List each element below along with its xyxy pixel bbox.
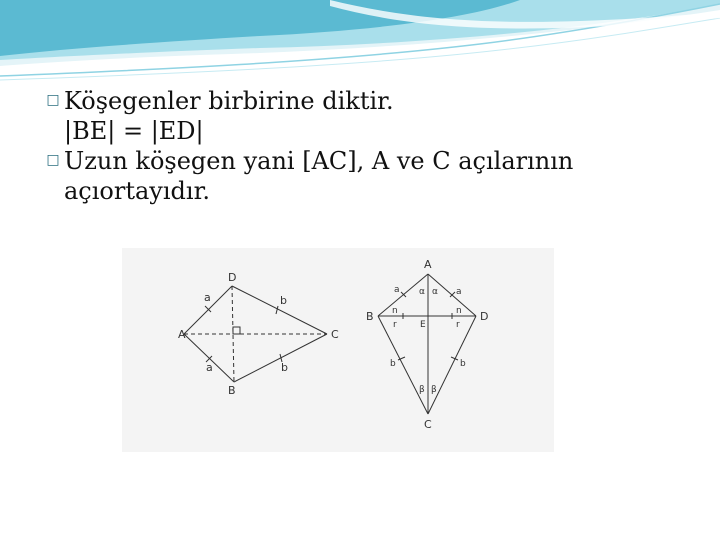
left-side-AB <box>184 334 234 382</box>
bullet-item-1 <box>46 86 686 116</box>
right-label-a2: a <box>456 287 462 297</box>
right-label-D: D <box>480 310 489 323</box>
left-tick-a1 <box>205 306 211 312</box>
right-label-n2: n <box>456 306 462 316</box>
left-label-b1: b <box>280 294 287 307</box>
kite-diagrams <box>122 248 554 452</box>
left-label-C: C <box>331 328 339 341</box>
right-label-B: B <box>366 310 374 323</box>
left-label-D: D <box>228 271 237 284</box>
right-label-beta2: β <box>431 385 437 395</box>
right-label-A: A <box>424 258 432 271</box>
bullet-text: |BE| = |ED| <box>64 117 204 145</box>
bullet-list <box>46 86 686 206</box>
right-label-r1: r <box>393 320 397 330</box>
bullet-continuation <box>46 176 686 206</box>
left-label-B: B <box>228 384 236 397</box>
bullet-item-2 <box>46 146 686 176</box>
right-label-C: C <box>424 418 432 431</box>
right-label-alpha1: α <box>419 287 425 297</box>
right-label-a1: a <box>394 285 400 295</box>
bullet-icon: □ <box>46 92 60 108</box>
left-tick-b1 <box>276 306 278 314</box>
right-side-DC <box>428 316 476 414</box>
left-right-angle-mark <box>233 327 240 334</box>
left-label-a1: a <box>204 291 211 304</box>
right-label-n1: n <box>392 306 398 316</box>
kite-diagram-figure <box>122 248 554 452</box>
left-label-a2: a <box>206 361 213 374</box>
bullet-text: Köşegenler birbirine diktir. <box>64 87 394 115</box>
right-label-E: E <box>420 320 426 330</box>
bullet-text: açıortayıdır. <box>64 177 211 205</box>
right-label-beta1: β <box>419 385 425 395</box>
right-label-b1: b <box>390 359 396 369</box>
header-decoration <box>0 0 720 90</box>
bullet-text: Uzun köşegen yani [AC], A ve C açılarının <box>64 147 574 175</box>
right-side-BC <box>378 316 428 414</box>
bullet-icon: □ <box>46 152 60 168</box>
right-label-b2: b <box>460 359 466 369</box>
right-label-alpha2: α <box>432 287 438 297</box>
left-label-b2: b <box>281 361 288 374</box>
right-label-r2: r <box>456 320 460 330</box>
bullet-continuation <box>46 116 686 146</box>
left-label-A: A <box>178 328 186 341</box>
